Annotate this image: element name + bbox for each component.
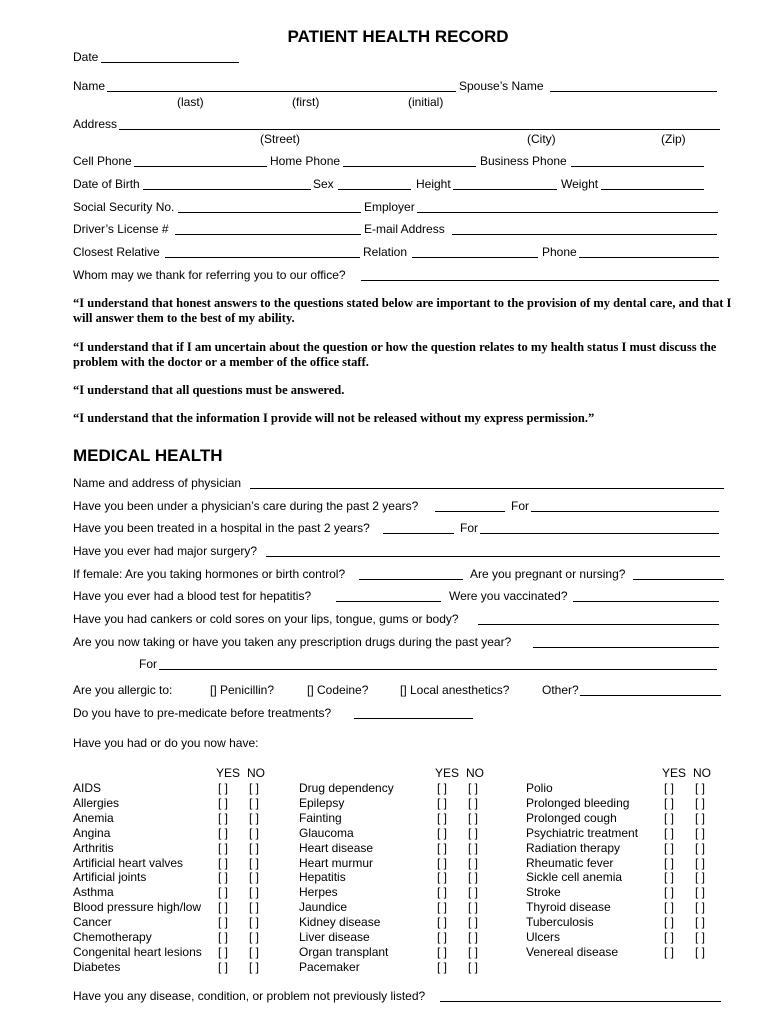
condition-yes-checkbox[interactable]: [ ] — [437, 825, 448, 840]
condition-label: AIDS — [73, 781, 102, 795]
condition-yes-checkbox[interactable]: [ ] — [437, 944, 448, 959]
codeine-checkbox[interactable]: [] Codeine? — [307, 683, 369, 697]
condition-no-checkbox[interactable]: [ ] — [249, 825, 260, 840]
dob-field[interactable] — [143, 189, 311, 190]
col3-no-header: NO — [693, 766, 711, 780]
condition-no-checkbox[interactable]: [ ] — [468, 840, 479, 855]
condition-no-checkbox[interactable]: [ ] — [249, 810, 260, 825]
relative-phone-field[interactable] — [579, 257, 719, 258]
prescription-field[interactable] — [533, 647, 719, 648]
initial-caption: (initial) — [408, 95, 444, 109]
address-label: Address — [73, 117, 118, 131]
pregnant-label: Are you pregnant or nursing? — [470, 567, 626, 581]
first-caption: (first) — [292, 95, 320, 109]
condition-yes-checkbox[interactable]: [ ] — [437, 885, 448, 900]
referral-label: Whom may we thank for referring you to our office? — [73, 268, 346, 282]
condition-yes-checkbox[interactable]: [ ] — [437, 795, 448, 810]
last-caption: (last) — [177, 95, 204, 109]
prescription-label: Are you now taking or have you taken any prescription drugs during the past year? — [73, 635, 512, 649]
hospital-for-field[interactable] — [480, 533, 719, 534]
condition-yes-checkbox[interactable]: [ ] — [437, 810, 448, 825]
condition-yes-checkbox[interactable]: [ ] — [218, 795, 229, 810]
phone-label: Phone — [542, 245, 577, 259]
physician-label: Name and address of physician — [73, 476, 242, 490]
condition-yes-checkbox[interactable]: [ ] — [437, 959, 448, 974]
condition-no-checkbox[interactable]: [ ] — [695, 930, 706, 944]
condition-yes-checkbox[interactable]: [ ] — [437, 870, 448, 885]
condition-no-checkbox[interactable]: [ ] — [468, 855, 479, 870]
condition-yes-checkbox[interactable]: [ ] — [218, 944, 229, 959]
condition-no-checkbox[interactable]: [ ] — [468, 870, 479, 885]
condition-label: Blood pressure high/low — [73, 900, 202, 915]
relative-field[interactable] — [165, 257, 360, 258]
hepatitis-test-field[interactable] — [336, 601, 441, 602]
penicillin-checkbox[interactable]: [] Penicillin? — [210, 683, 275, 697]
employer-field[interactable] — [417, 212, 718, 213]
condition-label: Psychiatric treatment — [526, 825, 639, 840]
care-answer-field[interactable] — [435, 511, 505, 512]
license-label: Driver’s License # — [73, 222, 169, 236]
physician-field[interactable] — [250, 488, 724, 489]
condition-yes-checkbox[interactable]: [ ] — [218, 840, 229, 855]
condition-label: Hepatitis — [299, 870, 346, 885]
condition-no-checkbox[interactable]: [ ] — [468, 944, 479, 959]
dob-label: Date of Birth — [73, 177, 140, 191]
col1-no-header: NO — [247, 766, 265, 780]
condition-yes-checkbox[interactable]: [ ] — [664, 795, 675, 810]
statement-honest: “I understand that honest answers to the questions stated below are important to the provision of my dental care, and that I will answer them to the best of my ability. — [73, 296, 732, 325]
condition-no-checkbox[interactable]: [ ] — [695, 840, 706, 855]
condition-no-checkbox[interactable]: [ ] — [695, 885, 706, 900]
condition-label: Kidney disease — [299, 915, 381, 930]
condition-label: Radiation therapy — [526, 840, 621, 855]
condition-label: Heart murmur — [299, 855, 374, 870]
spouse-field[interactable] — [550, 91, 717, 92]
condition-no-checkbox[interactable]: [ ] — [249, 959, 260, 974]
condition-label: Sickle cell anemia — [526, 870, 623, 885]
condition-yes-checkbox[interactable]: [ ] — [218, 870, 229, 885]
condition-yes-checkbox[interactable]: [ ] — [218, 855, 229, 870]
employer-label: Employer — [364, 200, 415, 214]
col2-yes-header: YES — [435, 766, 460, 780]
condition-label: Rheumatic fever — [526, 855, 614, 870]
condition-yes-checkbox[interactable]: [ ] — [218, 930, 229, 944]
condition-no-checkbox[interactable]: [ ] — [249, 915, 260, 930]
spouse-label: Spouse’s Name — [459, 79, 544, 93]
condition-no-checkbox[interactable]: [ ] — [695, 944, 706, 959]
condition-no-checkbox[interactable]: [ ] — [695, 870, 706, 885]
condition-no-checkbox[interactable]: [ ] — [249, 870, 260, 885]
license-field[interactable] — [175, 234, 361, 235]
condition-no-checkbox[interactable]: [ ] — [695, 855, 706, 870]
col3-yes-header: YES — [662, 766, 687, 780]
cell-label: Cell Phone — [73, 154, 132, 168]
condition-yes-checkbox[interactable]: [ ] — [664, 900, 675, 915]
date-field[interactable] — [101, 62, 239, 63]
other-allergy-label: Other? — [542, 683, 579, 697]
condition-label: Allergies — [73, 795, 120, 810]
premedicate-field[interactable] — [354, 718, 473, 719]
condition-label: Stroke — [526, 885, 561, 900]
condition-yes-checkbox[interactable]: [ ] — [218, 900, 229, 915]
ssn-label: Social Security No. — [73, 200, 175, 214]
condition-no-checkbox[interactable]: [ ] — [695, 795, 706, 810]
condition-label: Liver disease — [299, 930, 370, 944]
condition-no-checkbox[interactable]: [ ] — [249, 900, 260, 915]
condition-label: Arthritis — [73, 840, 114, 855]
weight-label: Weight — [561, 177, 599, 191]
sex-field[interactable] — [338, 189, 411, 190]
condition-label: Diabetes — [73, 959, 121, 974]
surgery-field[interactable] — [266, 556, 720, 557]
condition-yes-checkbox[interactable]: [ ] — [664, 810, 675, 825]
condition-label: Pacemaker — [299, 959, 360, 974]
condition-no-checkbox[interactable]: [ ] — [695, 900, 706, 915]
have-had-label: Have you had or do you now have: — [73, 736, 259, 750]
vaccinated-label: Were you vaccinated? — [449, 589, 568, 603]
prescription-for-field[interactable] — [159, 669, 717, 670]
business-label: Business Phone — [480, 154, 567, 168]
condition-yes-checkbox[interactable]: [ ] — [437, 930, 448, 944]
condition-no-checkbox[interactable]: [ ] — [249, 944, 260, 959]
premedicate-label: Do you have to pre-medicate before treatments? — [73, 706, 332, 720]
other-allergy-field[interactable] — [580, 695, 721, 696]
hospital-label: Have you been treated in a hospital in the past 2 years? — [73, 521, 370, 535]
condition-label: Organ transplant — [299, 944, 389, 959]
medical-health-heading: MEDICAL HEALTH — [73, 446, 223, 465]
condition-yes-checkbox[interactable]: [ ] — [218, 959, 229, 974]
condition-no-checkbox[interactable]: [ ] — [249, 930, 260, 944]
home-label: Home Phone — [270, 154, 341, 168]
condition-label: Heart disease — [299, 840, 374, 855]
business-field[interactable] — [571, 166, 704, 167]
condition-no-checkbox[interactable]: [ ] — [249, 885, 260, 900]
allergic-label: Are you allergic to: — [73, 683, 173, 697]
condition-no-checkbox[interactable]: [ ] — [695, 810, 706, 825]
email-label: E-mail Address — [364, 222, 445, 236]
condition-yes-checkbox[interactable]: [ ] — [437, 781, 448, 795]
condition-label: Cancer — [73, 915, 112, 930]
ssn-field[interactable] — [178, 212, 361, 213]
condition-label: Epilepsy — [299, 795, 345, 810]
condition-yes-checkbox[interactable]: [ ] — [218, 915, 229, 930]
condition-label: Drug dependency — [299, 781, 394, 795]
condition-yes-checkbox[interactable]: [ ] — [437, 915, 448, 930]
home-field[interactable] — [343, 166, 476, 167]
condition-yes-checkbox[interactable]: [ ] — [664, 840, 675, 855]
care-for-field[interactable] — [531, 511, 719, 512]
condition-yes-checkbox[interactable]: [ ] — [664, 885, 675, 900]
condition-yes-checkbox[interactable]: [ ] — [437, 840, 448, 855]
other-disease-field[interactable] — [440, 1001, 721, 1002]
condition-label: Jaundice — [299, 900, 348, 915]
condition-yes-checkbox[interactable]: [ ] — [218, 781, 229, 795]
condition-no-checkbox[interactable]: [ ] — [468, 781, 479, 795]
condition-no-checkbox[interactable]: [ ] — [468, 959, 479, 974]
statement-uncertain: “I understand that if I am uncertain about the question or how the question relates to my health status I must discuss the problem with the doctor or a member of the office staff. — [73, 340, 717, 369]
cankers-field[interactable] — [478, 624, 719, 625]
condition-no-checkbox[interactable]: [ ] — [695, 825, 706, 840]
condition-yes-checkbox[interactable]: [ ] — [664, 781, 675, 795]
page-title: PATIENT HEALTH RECORD — [287, 27, 509, 46]
condition-no-checkbox[interactable]: [ ] — [249, 781, 260, 795]
condition-yes-checkbox[interactable]: [ ] — [664, 855, 675, 870]
name-field[interactable] — [107, 91, 456, 92]
condition-no-checkbox[interactable]: [ ] — [468, 900, 479, 915]
condition-label: Asthma — [73, 885, 114, 900]
height-label: Height — [416, 177, 451, 191]
condition-no-checkbox[interactable]: [ ] — [468, 915, 479, 930]
condition-yes-checkbox[interactable]: [ ] — [664, 870, 675, 885]
condition-no-checkbox[interactable]: [ ] — [249, 795, 260, 810]
statement-privacy: “I understand that the information I provide will not be released without my express permission.” — [73, 411, 595, 425]
col1-yes-header: YES — [216, 766, 241, 780]
weight-field[interactable] — [601, 189, 704, 190]
condition-label: Anemia — [73, 810, 114, 825]
relation-field[interactable] — [412, 257, 538, 258]
surgery-label: Have you ever had major surgery? — [73, 544, 258, 558]
condition-yes-checkbox[interactable]: [ ] — [664, 825, 675, 840]
condition-no-checkbox[interactable]: [ ] — [468, 795, 479, 810]
hormones-field[interactable] — [359, 579, 463, 580]
condition-yes-checkbox[interactable]: [ ] — [218, 825, 229, 840]
name-label: Name — [73, 79, 106, 93]
condition-label: Angina — [73, 825, 111, 840]
other-disease-label: Have you any disease, condition, or problem not previously listed? — [73, 989, 426, 1003]
condition-label: Polio — [526, 781, 553, 795]
condition-label: Artificial joints — [73, 870, 147, 885]
condition-no-checkbox[interactable]: [ ] — [468, 810, 479, 825]
relative-label: Closest Relative — [73, 245, 160, 259]
anesthetics-checkbox[interactable]: [] Local anesthetics? — [400, 683, 510, 697]
care-label: Have you been under a physician’s care during the past 2 years? — [73, 499, 419, 513]
care-for-label: For — [511, 499, 529, 513]
condition-label: Congenital heart lesions — [73, 944, 202, 959]
condition-label: Glaucoma — [299, 825, 354, 840]
col2-no-header: NO — [466, 766, 484, 780]
condition-yes-checkbox[interactable]: [ ] — [664, 915, 675, 930]
condition-yes-checkbox[interactable]: [ ] — [664, 944, 675, 959]
condition-label: Artificial heart valves — [73, 855, 184, 870]
statement-all-answered: “I understand that all questions must be answered. — [73, 383, 345, 397]
condition-no-checkbox[interactable]: [ ] — [695, 915, 706, 930]
height-field[interactable] — [453, 189, 557, 190]
hospital-answer-field[interactable] — [383, 533, 454, 534]
condition-no-checkbox[interactable]: [ ] — [468, 930, 479, 944]
sex-label: Sex — [313, 177, 334, 191]
city-caption: (City) — [527, 132, 556, 146]
condition-label: Venereal disease — [526, 944, 619, 959]
condition-label: Thyroid disease — [526, 900, 611, 915]
condition-label: Ulcers — [526, 930, 561, 944]
prescription-for-label: For — [139, 657, 157, 671]
relation-label: Relation — [363, 245, 408, 259]
condition-label: Prolonged cough — [526, 810, 617, 825]
condition-yes-checkbox[interactable]: [ ] — [437, 855, 448, 870]
cell-field[interactable] — [134, 166, 267, 167]
condition-yes-checkbox[interactable]: [ ] — [218, 885, 229, 900]
email-field[interactable] — [452, 234, 717, 235]
address-field[interactable] — [119, 129, 720, 130]
condition-no-checkbox[interactable]: [ ] — [695, 781, 706, 795]
condition-label: Herpes — [299, 885, 338, 900]
hormones-label: If female: Are you taking hormones or birth control? — [73, 567, 346, 581]
cankers-label: Have you had cankers or cold sores on your lips, tongue, gums or body? — [73, 612, 459, 626]
hospital-for-label: For — [460, 521, 478, 535]
condition-yes-checkbox[interactable]: [ ] — [218, 810, 229, 825]
condition-no-checkbox[interactable]: [ ] — [249, 840, 260, 855]
condition-label: Tuberculosis — [526, 915, 594, 930]
condition-label: Fainting — [299, 810, 342, 825]
hepatitis-test-label: Have you ever had a blood test for hepatitis? — [73, 589, 312, 603]
condition-yes-checkbox[interactable]: [ ] — [664, 930, 675, 944]
date-label: Date — [73, 50, 99, 64]
condition-label: Chemotherapy — [73, 930, 152, 944]
condition-no-checkbox[interactable]: [ ] — [468, 825, 479, 840]
zip-caption: (Zip) — [661, 132, 686, 146]
condition-no-checkbox[interactable]: [ ] — [468, 885, 479, 900]
condition-no-checkbox[interactable]: [ ] — [249, 855, 260, 870]
referral-field[interactable] — [361, 280, 719, 281]
street-caption: (Street) — [260, 132, 301, 146]
condition-label: Prolonged bleeding — [526, 795, 630, 810]
pregnant-field[interactable] — [633, 579, 724, 580]
condition-yes-checkbox[interactable]: [ ] — [437, 900, 448, 915]
vaccinated-field[interactable] — [573, 601, 719, 602]
